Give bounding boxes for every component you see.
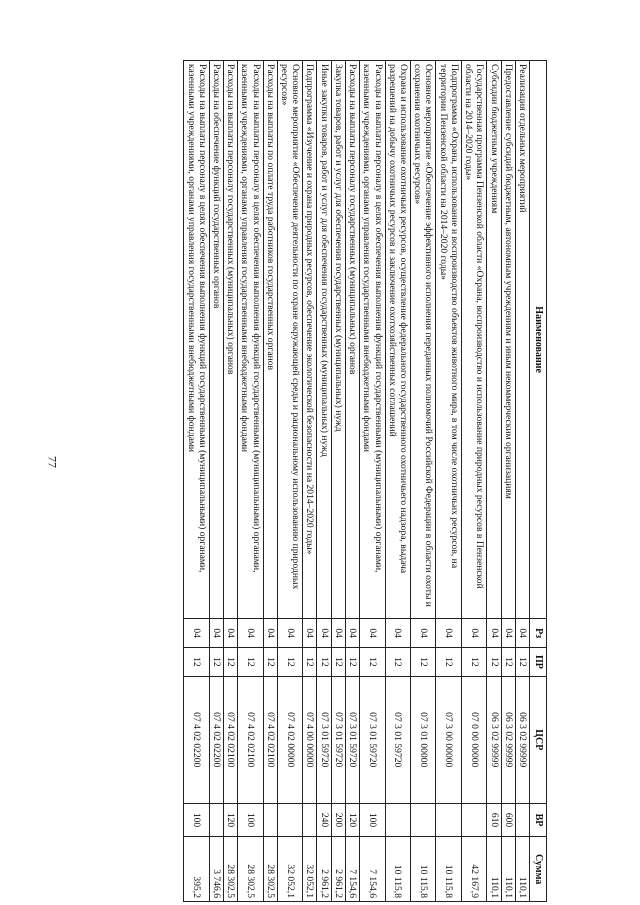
table-row (461, 61, 486, 902)
row-pr: 12 (385, 648, 410, 677)
row-rz: 04 (345, 619, 359, 648)
header-sum: Сумма (530, 837, 547, 902)
row-rz: 04 (223, 619, 237, 648)
header-name: Наименование (530, 61, 547, 619)
row-pr: 12 (345, 648, 359, 677)
table-row (238, 61, 263, 902)
budget-sheet (72, 60, 547, 902)
table-row (345, 61, 359, 902)
row-pr: 12 (515, 648, 529, 677)
table-row (303, 61, 317, 902)
row-vr (385, 803, 410, 837)
row-csr: 07 3 01 00000 (411, 676, 436, 803)
table-row (501, 61, 515, 902)
row-rz: 04 (461, 619, 486, 648)
row-rz: 04 (487, 619, 501, 648)
row-pr: 12 (461, 648, 486, 677)
rotated-page (72, 60, 547, 902)
row-rz: 04 (331, 619, 345, 648)
row-rz: 04 (360, 619, 385, 648)
row-rz: 04 (303, 619, 317, 648)
row-vr (411, 803, 436, 837)
row-name: Подпрограмма «Изучение и охрана природных ресурсов, обеспечение экологической безопасности на 2014–2020 годы» (303, 61, 317, 619)
row-sum: 28 302,5 (263, 837, 277, 902)
row-csr: 06 3 02 99999 (515, 676, 529, 803)
table-row (385, 61, 410, 902)
row-pr: 12 (487, 648, 501, 677)
row-rz: 04 (436, 619, 461, 648)
row-name: Закупка товаров, работ и услуг для обеспечения государственных (муниципальных) нужд (331, 61, 345, 619)
row-vr: 100 (360, 803, 385, 837)
row-vr: 100 (238, 803, 263, 837)
row-pr: 12 (238, 648, 263, 677)
row-vr (263, 803, 277, 837)
row-sum: 2 961,2 (317, 837, 331, 902)
row-name: Государственная программа Пензенской области «Охрана, воспроизводство и использование природных ресурсов в Пензенской области на 2014–2020 годы» (461, 61, 486, 619)
row-rz: 04 (515, 619, 529, 648)
row-rz: 04 (317, 619, 331, 648)
row-csr: 06 3 02 99999 (487, 676, 501, 803)
row-pr: 12 (317, 648, 331, 677)
table-row (360, 61, 385, 902)
table-row (209, 61, 223, 902)
row-sum: 42 167,9 (461, 837, 486, 902)
row-vr: 240 (317, 803, 331, 837)
page-number-text: 77 (45, 456, 60, 468)
page-number (44, 452, 60, 472)
row-sum: 2 961,2 (331, 837, 345, 902)
table-row (487, 61, 501, 902)
row-sum: 3 746,6 (209, 837, 223, 902)
row-csr: 07 4 02 02100 (223, 676, 237, 803)
row-csr: 07 3 01 59720 (331, 676, 345, 803)
row-csr: 07 4 02 02200 (184, 676, 209, 803)
row-vr (461, 803, 486, 837)
row-name: Расходы на выплаты персоналу государственных (муниципальных) органов (223, 61, 237, 619)
row-rz: 04 (238, 619, 263, 648)
table-row (515, 61, 529, 902)
row-vr (303, 803, 317, 837)
row-name: Расходы на выплаты по оплате труда работников государственных органов (263, 61, 277, 619)
row-sum: 7 154,6 (345, 837, 359, 902)
row-name: Охрана и использование охотничьих ресурсов, осуществление федерального государственного охотничьего надзора, выдача разрешений на добычу охотничьих ресурсов и заключение охотхозяйственных соглашений (385, 61, 410, 619)
table-row (223, 61, 237, 902)
row-vr (209, 803, 223, 837)
table-row (411, 61, 436, 902)
row-sum: 32 052,1 (277, 837, 302, 902)
row-vr (277, 803, 302, 837)
row-rz: 04 (184, 619, 209, 648)
table-row (331, 61, 345, 902)
row-name: Расходы на обеспечение функций государственных органов (209, 61, 223, 619)
table-header-row (530, 61, 547, 902)
row-sum: 10 115,8 (385, 837, 410, 902)
header-csr: ЦСР (530, 676, 547, 803)
header-rz: Рз (530, 619, 547, 648)
row-pr: 12 (331, 648, 345, 677)
table-row (263, 61, 277, 902)
row-name: Расходы на выплаты персоналу государственных (муниципальных) органов (345, 61, 359, 619)
table-row (277, 61, 302, 902)
row-name: Расходы на выплаты персоналу в целях обеспечения выполнения функций государственными (муниципальными) органами, казенными учреждениями, органами управления государственными внебюджетными фондами (238, 61, 263, 619)
row-sum: 10 115,8 (411, 837, 436, 902)
row-name: Подпрограмма «Охрана, использование и воспроизводство объектов животного мира, в том числе охотничьих ресурсов, на территории Пензенской области на 2014–2020 годы» (436, 61, 461, 619)
row-pr: 12 (223, 648, 237, 677)
row-sum: 7 154,6 (360, 837, 385, 902)
row-sum: 110,1 (501, 837, 515, 902)
row-rz: 04 (411, 619, 436, 648)
budget-table (183, 60, 547, 902)
row-name: Основное мероприятие «Обеспечение деятельности по охране окружающей среды и рациональному использованию природных ресурсов» (277, 61, 302, 619)
row-sum: 32 052,1 (303, 837, 317, 902)
row-sum: 28 302,5 (238, 837, 263, 902)
row-csr: 07 4 02 02100 (263, 676, 277, 803)
row-sum: 110,1 (515, 837, 529, 902)
row-sum: 395,2 (184, 837, 209, 902)
row-csr: 07 4 00 00000 (303, 676, 317, 803)
row-pr: 12 (360, 648, 385, 677)
row-name: Субсидии бюджетным учреждениям (487, 61, 501, 619)
row-csr: 07 3 01 59720 (360, 676, 385, 803)
header-pr: ПР (530, 648, 547, 677)
table-row (184, 61, 209, 902)
row-csr: 07 4 02 02200 (209, 676, 223, 803)
row-csr: 07 4 02 02100 (238, 676, 263, 803)
row-rz: 04 (263, 619, 277, 648)
table-row (317, 61, 331, 902)
row-vr (436, 803, 461, 837)
row-name: Расходы на выплаты персоналу в целях обеспечения выполнения функций государственными (муниципальными) органами, казенными учреждениями, органами управления государственными внебюджетными фондами (360, 61, 385, 619)
row-pr: 12 (436, 648, 461, 677)
row-csr: 07 3 01 59720 (317, 676, 331, 803)
row-vr: 100 (184, 803, 209, 837)
row-csr: 07 3 00 00000 (436, 676, 461, 803)
row-pr: 12 (303, 648, 317, 677)
row-name: Предоставление субсидий бюджетным, автономным учреждениям и иным некоммерческим организациям (501, 61, 515, 619)
row-name: Основное мероприятие «Обеспечение эффективного исполнения переданных полномочий Российской Федерации в области охоты и сохранения охотничьих ресурсов» (411, 61, 436, 619)
row-pr: 12 (209, 648, 223, 677)
row-pr: 12 (411, 648, 436, 677)
row-vr: 120 (223, 803, 237, 837)
row-rz: 04 (209, 619, 223, 648)
row-rz: 04 (277, 619, 302, 648)
row-sum: 10 115,8 (436, 837, 461, 902)
row-name: Иные закупки товаров, работ и услуг для обеспечения государственных (муниципальных) нужд (317, 61, 331, 619)
row-pr: 12 (501, 648, 515, 677)
row-rz: 04 (385, 619, 410, 648)
row-sum: 28 302,5 (223, 837, 237, 902)
row-pr: 12 (277, 648, 302, 677)
row-sum: 110,1 (487, 837, 501, 902)
row-vr (515, 803, 529, 837)
row-csr: 06 3 02 99999 (501, 676, 515, 803)
row-csr: 07 3 01 59720 (385, 676, 410, 803)
row-vr: 120 (345, 803, 359, 837)
row-name: Реализация отдельных мероприятий (515, 61, 529, 619)
row-vr: 200 (331, 803, 345, 837)
row-pr: 12 (184, 648, 209, 677)
row-pr: 12 (263, 648, 277, 677)
row-rz: 04 (501, 619, 515, 648)
row-csr: 07 0 00 00000 (461, 676, 486, 803)
row-name: Расходы на выплаты персоналу в целях обеспечения выполнения функций государственными (муниципальными) органами, казенными учреждениями, органами управления государственными внебюджетными фондами (184, 61, 209, 619)
row-vr: 600 (501, 803, 515, 837)
header-vr: ВР (530, 803, 547, 837)
table-row (436, 61, 461, 902)
row-vr: 610 (487, 803, 501, 837)
row-csr: 07 4 02 00000 (277, 676, 302, 803)
row-csr: 07 3 01 59720 (345, 676, 359, 803)
